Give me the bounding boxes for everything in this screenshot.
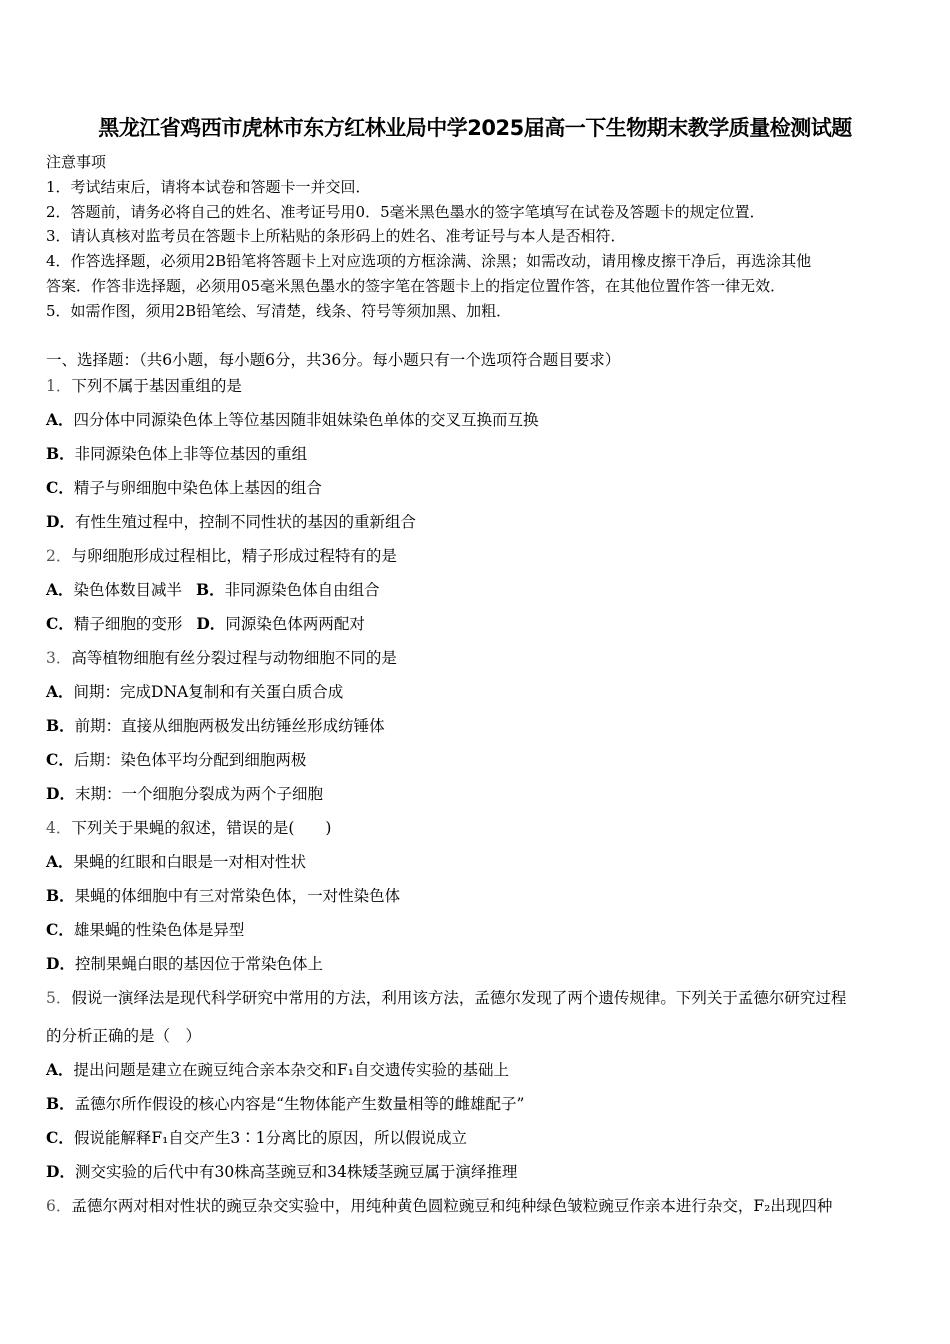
section-heading: 一、选择题：（共6小题，每小题6分，共36分。每小题只有一个选项符合题目要求）	[46, 351, 621, 369]
option-text: 末期：一个细胞分裂成为两个子细胞	[74, 785, 323, 803]
option	[46, 1124, 916, 1158]
option-text: 非同源染色体上非等位基因的重组	[74, 445, 308, 463]
option-text: 精子细胞的变形	[73, 615, 183, 633]
option-label: A．	[46, 580, 74, 599]
question-stem	[46, 542, 916, 576]
option-text: 后期：染色体平均分配到细胞两极	[73, 751, 307, 769]
notes-section	[46, 150, 916, 324]
option-label: B．	[46, 886, 75, 905]
option-label: A．	[46, 410, 74, 429]
option-text: 孟德尔所作假设的核心内容是“生物体能产生数量相等的雌雄配子”	[74, 1095, 525, 1113]
option-label: C．	[46, 478, 74, 497]
question-text: 孟德尔两对相对性状的豌豆杂交实验中，用纯种黄色圆粒豌豆和纯种绿色皱粒豌豆作亲本进行杂交，F₂出现四种	[71, 1197, 833, 1215]
option-label: B．	[46, 716, 75, 735]
question-text: 高等植物细胞有丝分裂过程与动物细胞不同的是	[71, 649, 397, 667]
option-text: 果蝇的体细胞中有三对常染色体，一对性染色体	[74, 887, 401, 905]
option-text: 提出问题是建立在豌豆纯合亲本杂交和F₁自交遗传实验的基础上	[73, 1061, 510, 1079]
option-label: D．	[46, 784, 75, 803]
note-item: 答案．作答非选择题，必须用05毫米黑色墨水的签字笔在答题卡上的指定位置作答，在其他位置作答一律无效．	[46, 276, 786, 295]
option-text: 四分体中同源染色体上等位基因随非姐妹染色单体的交叉互换而互换	[73, 411, 539, 429]
question-stem	[46, 814, 916, 848]
option-label: A．	[46, 682, 74, 701]
option-text: 间期：完成DNA复制和有关蛋白质合成	[73, 683, 344, 701]
question-number: 5．	[46, 989, 72, 1007]
question-number: 2．	[46, 547, 72, 565]
option-text: 测交实验的后代中有30株高茎豌豆和34株矮茎豌豆属于演绎推理	[74, 1163, 518, 1181]
question-number: 6．	[46, 1197, 72, 1215]
option	[46, 1090, 916, 1124]
question-text: 假说一演绎法是现代科学研究中常用的方法，利用该方法，孟德尔发现了两个遗传规律。下列关于孟德尔研究过程	[71, 989, 847, 1007]
option-text: 非同源染色体自由组合	[224, 581, 380, 599]
option	[46, 406, 916, 440]
option	[46, 440, 916, 474]
option	[46, 678, 916, 712]
option-label: C．	[46, 1128, 74, 1147]
option-label: C．	[46, 920, 74, 939]
option-label: A．	[46, 1060, 74, 1079]
option	[46, 848, 916, 882]
option-label: B．	[196, 580, 225, 599]
note-item: 1．考试结束后，请将本试卷和答题卡一并交回．	[46, 177, 371, 196]
option-row	[46, 610, 916, 644]
option-text: 果蝇的红眼和白眼是一对相对性状	[73, 853, 307, 871]
question-number: 4．	[46, 819, 72, 837]
option-text: 假说能解释F₁自交产生3∶1分离比的原因，所以假说成立	[73, 1129, 468, 1147]
option	[46, 780, 916, 814]
option	[46, 950, 916, 984]
note-item: 5．如需作图，须用2B铅笔绘、写清楚，线条、符号等须加黑、加粗．	[46, 301, 512, 320]
option-text: 染色体数目减半	[73, 581, 183, 599]
question-text: 下列不属于基因重组的是	[71, 377, 242, 395]
option	[46, 508, 916, 542]
note-item: 3．请认真核对监考员在答题卡上所粘贴的条形码上的姓名、准考证号与本人是否相符．	[46, 227, 626, 246]
question-number: 1．	[46, 377, 72, 395]
note-item: 4．作答选择题，必须用2B铅笔将答题卡上对应选项的方框涂满、涂黑；如需改动，请用橡皮擦干净后，再选涂其他	[46, 252, 812, 271]
option-label: A．	[46, 852, 74, 871]
option-text: 精子与卵细胞中染色体上基因的组合	[73, 479, 322, 497]
option-text: 同源染色体两两配对	[225, 615, 365, 633]
question-stem	[46, 1192, 916, 1226]
question-number: 3．	[46, 649, 72, 667]
document-title: 黑龙江省鸡西市虎林市东方红林业局中学2025届高一下生物期末教学质量检测试题	[98, 116, 852, 140]
option	[46, 1056, 916, 1090]
option-label: C．	[46, 614, 74, 633]
option	[46, 474, 916, 508]
option-label: B．	[46, 444, 75, 463]
question-stem	[46, 372, 916, 406]
option-text: 控制果蝇白眼的基因位于常染色体上	[74, 955, 323, 973]
question-stem	[46, 984, 916, 1022]
option	[46, 1158, 916, 1192]
option-text: 前期：直接从细胞两极发出纺锤丝形成纺锤体	[74, 717, 385, 735]
question-stem-continued: 的分析正确的是（ ）	[46, 1027, 202, 1045]
option-label: D．	[46, 512, 75, 531]
option	[46, 916, 916, 950]
option-row	[46, 576, 916, 610]
option-label: B．	[46, 1094, 75, 1113]
option	[46, 746, 916, 780]
option-text: 雄果蝇的性染色体是异型	[73, 921, 245, 939]
question-text: 下列关于果蝇的叙述，错误的是( )	[71, 819, 332, 837]
question-stem	[46, 644, 916, 678]
note-item: 2．答题前，请务必将自己的姓名、准考证号用0．5毫米黑色墨水的签字笔填写在试卷及答题卡的规定位置．	[46, 202, 765, 221]
option	[46, 712, 916, 746]
option-label: D．	[196, 614, 226, 633]
questions-section	[46, 346, 916, 1226]
option-label: D．	[46, 1162, 75, 1181]
option-label: C．	[46, 750, 74, 769]
option-text: 有性生殖过程中，控制不同性状的基因的重新组合	[74, 513, 416, 531]
option	[46, 882, 916, 916]
option-label: D．	[46, 954, 75, 973]
notes-heading: 注意事项	[46, 153, 107, 171]
question-text: 与卵细胞形成过程相比，精子形成过程特有的是	[71, 547, 397, 565]
